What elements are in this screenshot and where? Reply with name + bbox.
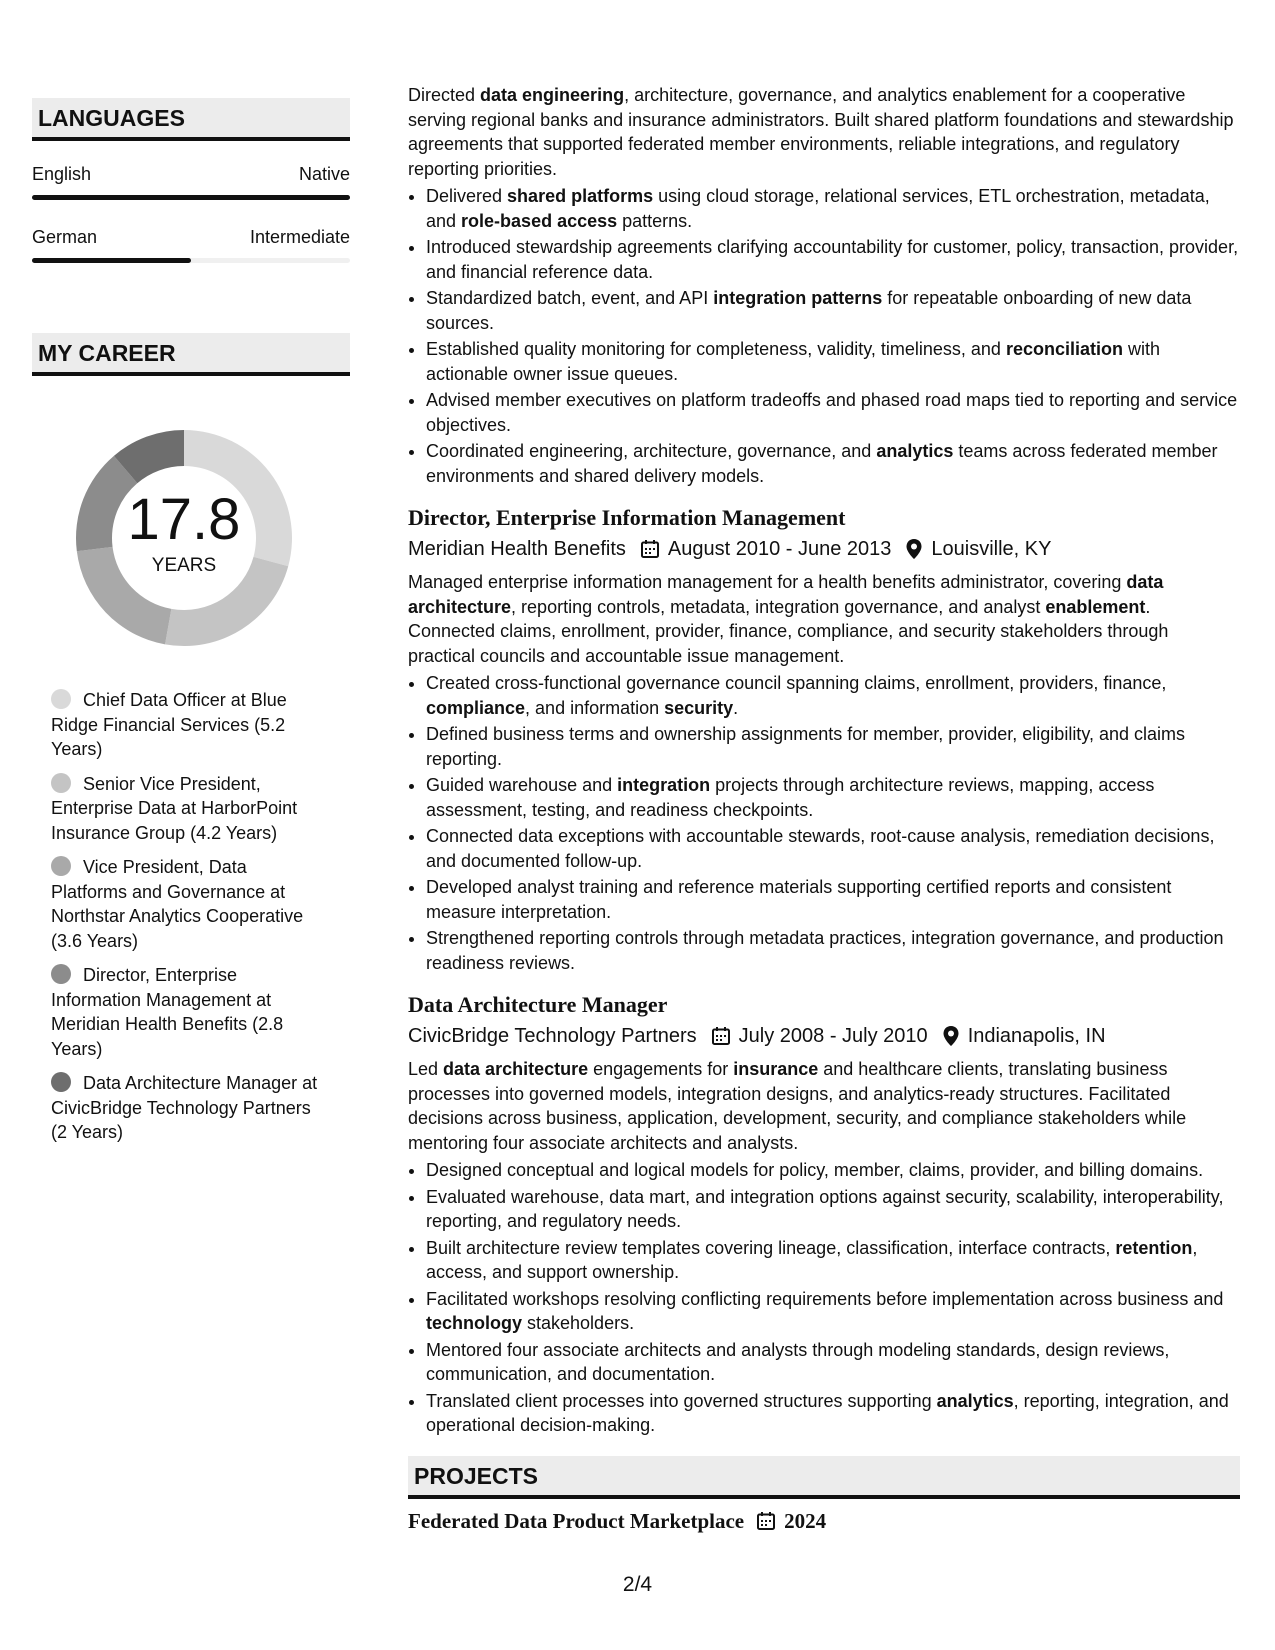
job-bullet: • Translated client processes into governed structures supporting analytics, reporting, integration, and operational decision-making. bbox=[426, 1389, 1240, 1438]
job-bullet: • Developed analyst training and reference materials supporting certified reports and consistent measure interpretation. bbox=[426, 875, 1240, 924]
main-content bbox=[408, 83, 1240, 1535]
project-year: 2024 bbox=[784, 1508, 827, 1533]
job-bullets bbox=[408, 184, 1240, 488]
legend-dot bbox=[51, 856, 71, 876]
job-entry bbox=[408, 504, 1240, 975]
language-proficiency-fill bbox=[32, 195, 350, 200]
language-item bbox=[32, 163, 350, 200]
job-company: CivicBridge Technology Partners bbox=[408, 1025, 697, 1047]
career-heading: MY CAREER bbox=[32, 333, 350, 376]
calendar-icon bbox=[756, 1511, 776, 1531]
job-bullet: • Advised member executives on platform tradeoffs and phased road maps tied to reporting and service objectives. bbox=[426, 388, 1240, 437]
language-level: Native bbox=[298, 164, 350, 184]
job-summary: Managed enterprise information management for a health benefits administrator, covering data architecture, reporting controls, metadata, integration governance, and analyst enablement. Connected claims, enrollment, provider, finance, compliance, and security stakeholders through practical councils and accountable issue management. bbox=[408, 572, 1169, 666]
job-bullet: • Standardized batch, event, and API integration patterns for repeatable onboarding of new data sources. bbox=[426, 286, 1240, 335]
job-location: Louisville, KY bbox=[931, 538, 1052, 560]
job-summary: Directed data engineering, architecture, governance, and analytics enablement for a cooperative serving regional banks and insurance administrators. Built shared platform foundations and stewardship agreements that supported federated member environments, reliable integrations, and regulatory reporting priorities. bbox=[408, 85, 1234, 179]
map-pin-icon bbox=[942, 1025, 960, 1047]
job-meta bbox=[408, 536, 1240, 562]
job-location: Indianapolis, IN bbox=[967, 1025, 1106, 1047]
career-total-years: 17.8 bbox=[127, 487, 241, 552]
language-item bbox=[32, 226, 350, 263]
job-bullets bbox=[408, 671, 1240, 975]
project-name: Federated Data Product Marketplace bbox=[408, 1508, 745, 1533]
job-bullet: • Guided warehouse and integration projects through architecture reviews, mapping, access assessment, testing, and readiness checkpoints. bbox=[426, 773, 1240, 822]
legend-dot bbox=[51, 773, 71, 793]
job-bullet: • Facilitated workshops resolving conflicting requirements before implementation across business and technology stakeholders. bbox=[426, 1287, 1240, 1336]
job-bullet: • Strengthened reporting controls through metadata practices, integration governance, and production readiness reviews. bbox=[426, 926, 1240, 975]
job-title: Director, Enterprise Information Management bbox=[408, 505, 846, 530]
job-dates: July 2008 - July 2010 bbox=[738, 1025, 928, 1047]
language-level: Intermediate bbox=[249, 227, 350, 247]
languages-heading: LANGUAGES bbox=[32, 98, 350, 141]
job-bullet: • Introduced stewardship agreements clarifying accountability for customer, policy, transaction, provider, and financial reference data. bbox=[426, 235, 1240, 284]
career-legend-item: Data Architecture Manager at CivicBridge Technology Partners (2 Years) bbox=[51, 1073, 318, 1142]
language-proficiency-fill bbox=[32, 258, 191, 263]
page-number: 2/4 bbox=[622, 1573, 653, 1596]
career-legend-item: Vice President, Data Platforms and Governance at Northstar Analytics Cooperative (3.6 Years) bbox=[51, 857, 304, 951]
job-bullet: • Coordinated engineering, architecture, governance, and analytics teams across federated member environments and shared delivery models. bbox=[426, 439, 1240, 488]
job-bullet: • Delivered shared platforms using cloud storage, relational services, ETL orchestration, metadata, and role-based access patterns. bbox=[426, 184, 1240, 233]
career-legend-item: Director, Enterprise Information Management at Meridian Health Benefits (2.8 Years) bbox=[51, 965, 284, 1059]
project-item bbox=[408, 1507, 1240, 1535]
career-legend bbox=[51, 688, 321, 1145]
calendar-icon bbox=[640, 539, 660, 559]
languages-list bbox=[32, 163, 350, 263]
career-legend-item: Senior Vice President, Enterprise Data at HarborPoint Insurance Group (4.2 Years) bbox=[51, 773, 298, 843]
job-bullet: • Built architecture review templates covering lineage, classification, interface contracts, retention, access, and support ownership. bbox=[426, 1236, 1240, 1285]
language-name: English bbox=[32, 164, 92, 184]
job-bullets bbox=[408, 1158, 1240, 1438]
projects-heading: PROJECTS bbox=[408, 1456, 1240, 1499]
calendar-icon bbox=[711, 1026, 731, 1046]
job-bullet: • Evaluated warehouse, data mart, and integration options against security, scalability, interoperability, reporting, and regulatory needs. bbox=[426, 1185, 1240, 1234]
legend-dot bbox=[51, 689, 71, 709]
language-proficiency-bar bbox=[32, 195, 350, 200]
job-title: Data Architecture Manager bbox=[408, 992, 668, 1017]
legend-dot bbox=[51, 964, 71, 984]
job-entry bbox=[408, 991, 1240, 1438]
language-name: German bbox=[32, 227, 98, 247]
language-proficiency-bar bbox=[32, 258, 350, 263]
sidebar bbox=[32, 98, 350, 1155]
job-dates: August 2010 - June 2013 bbox=[667, 538, 892, 560]
map-pin-icon bbox=[905, 538, 923, 560]
career-donut-chart bbox=[64, 418, 304, 658]
career-legend-item: Chief Data Officer at Blue Ridge Financial Services (5.2 Years) bbox=[51, 690, 287, 759]
job-bullet: • Established quality monitoring for completeness, validity, timeliness, and reconciliation with actionable owner issue queues. bbox=[426, 337, 1240, 386]
job-bullet: • Mentored four associate architects and analysts through modeling standards, design reviews, communication, and documentation. bbox=[426, 1338, 1240, 1387]
job-bullet: • Defined business terms and ownership assignments for member, provider, eligibility, and claims reporting. bbox=[426, 722, 1240, 771]
legend-dot bbox=[51, 1072, 71, 1092]
job-bullet: • Created cross-functional governance council spanning claims, enrollment, providers, finance, compliance, and information security. bbox=[426, 671, 1240, 720]
job-bullet: • Connected data exceptions with accountable stewards, root-cause analysis, remediation decisions, and documented follow-up. bbox=[426, 824, 1240, 873]
job-company: Meridian Health Benefits bbox=[408, 538, 626, 560]
career-years-unit: YEARS bbox=[151, 555, 217, 576]
job-meta bbox=[408, 1023, 1240, 1049]
job-summary: Led data architecture engagements for insurance and healthcare clients, translating business processes into governed models, integration designs, and analytics-ready structures. Facilitated decisions across business, application, development, security, and compliance stakeholders while mentoring four associate architects and analysts. bbox=[408, 1059, 1187, 1153]
job-bullet: • Designed conceptual and logical models for policy, member, claims, provider, and billing domains. bbox=[426, 1158, 1240, 1183]
